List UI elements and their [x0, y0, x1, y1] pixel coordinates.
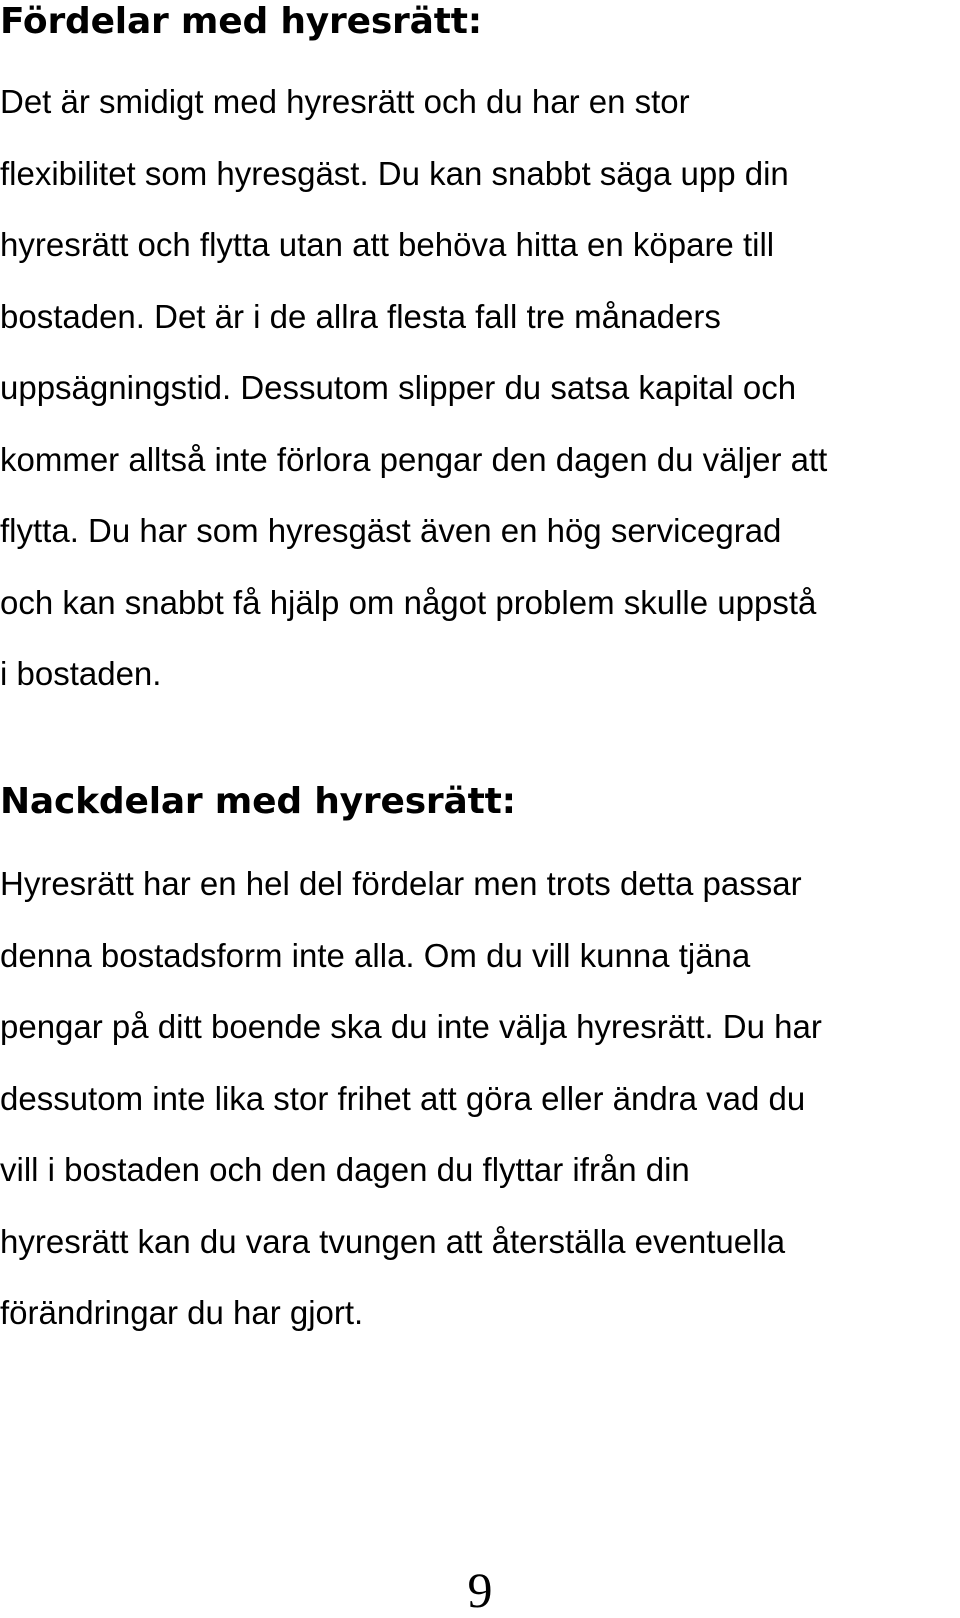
paragraph-line: kommer alltså inte förlora pengar den dagen du väljer att — [0, 440, 828, 478]
paragraph-line: hyresrätt och flytta utan att behöva hitta en köpare till — [0, 226, 775, 263]
page-number: 9 — [467, 1562, 493, 1618]
paragraph-line: Det är smidigt med hyresrätt och du har en stor — [0, 83, 690, 120]
paragraph-line: flexibilitet som hyresgäst. Du kan snabbt säga upp din — [0, 154, 789, 192]
paragraph-line: vill i bostaden och den dagen du flyttar ifrån din — [0, 1151, 690, 1188]
paragraph-line: och kan snabbt få hjälp om något problem skulle uppstå — [0, 583, 817, 621]
paragraph-line: bostaden. Det är i de allra flesta fall tre månaders — [0, 297, 721, 335]
paragraph-line: pengar på ditt boende ska du inte välja hyresrätt. Du har — [0, 1008, 822, 1045]
paragraph-line: flytta. Du har som hyresgäst även en hög servicegrad — [0, 512, 782, 549]
paragraph-advantages — [0, 66, 827, 710]
paragraph-line: denna bostadsform inte alla. Om du vill kunna tjäna — [0, 936, 751, 974]
paragraph-line: Hyresrätt har en hel del fördelar men trots detta passar — [0, 865, 802, 902]
paragraph-line: i bostaden. — [0, 655, 162, 692]
paragraph-line: förändringar du har gjort. — [0, 1294, 364, 1331]
paragraph-line: hyresrätt kan du vara tvungen att återställa eventuella — [0, 1222, 786, 1260]
section-heading-advantages: Fördelar med hyresrätt: — [0, 1, 482, 42]
paragraph-disadvantages — [0, 848, 822, 1349]
section-heading-disadvantages: Nackdelar med hyresrätt: — [0, 781, 516, 822]
paragraph-line: uppsägningstid. Dessutom slipper du satsa kapital och — [0, 369, 797, 406]
paragraph-line: dessutom inte lika stor frihet att göra eller ändra vad du — [0, 1079, 806, 1117]
